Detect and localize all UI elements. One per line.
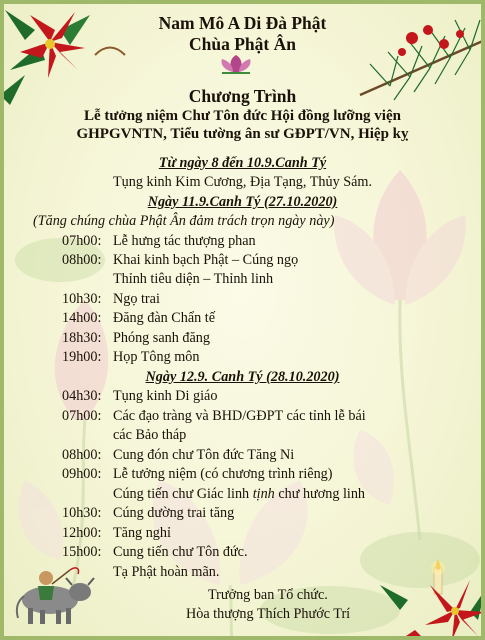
schedule-text: Đăng đàn Chẩn tế — [113, 310, 216, 326]
schedule-time: 10h30: — [62, 505, 102, 521]
schedule-text: Cúng dường trai tăng — [113, 505, 235, 521]
schedule-text: Các đạo tràng và BHD/GĐPT các tỉnh lễ bái — [113, 408, 366, 424]
temple-name: Chùa Phật Ân — [189, 34, 296, 54]
section-1-intro: Tụng kinh Kim Cương, Địa Tạng, Thủy Sám. — [113, 174, 372, 190]
schedule-time: 04h30: — [62, 388, 102, 404]
organizer-name: Hòa thượng Thích Phước Trí — [186, 606, 351, 622]
schedule-text-continued — [113, 486, 365, 503]
section-heading-2: Ngày 11.9.Canh Tý (27.10.2020) — [147, 194, 338, 210]
organizer-title: Trưởng ban Tổ chức. — [208, 587, 328, 603]
schedule-time: 15h00: — [62, 544, 102, 560]
schedule-text: Tụng kinh Di giáo — [113, 388, 218, 404]
schedule-text: Khai kinh bạch Phật – Cúng ngọ — [113, 252, 299, 268]
schedule-text: Phóng sanh đăng — [113, 330, 210, 346]
schedule-text: Họp Tông môn — [113, 349, 200, 365]
schedule-text-continued: Tạ Phật hoàn mãn. — [113, 564, 220, 580]
schedule-time: 09h00: — [62, 466, 102, 482]
schedule-time: 08h00: — [62, 447, 102, 463]
schedule-time: 18h30: — [62, 330, 102, 346]
schedule-text: Cung đón chư Tôn đức Tăng Ni — [113, 447, 295, 463]
schedule-text: Tăng nghỉ — [113, 525, 171, 541]
greeting-title: Nam Mô A Di Đà Phật — [158, 13, 327, 33]
schedule-time: 19h00: — [62, 349, 102, 365]
schedule-time: 07h00: — [62, 233, 102, 249]
section-heading-1: Từ ngày 8 đến 10.9.Canh Tý — [158, 155, 327, 171]
schedule-time: 08h00: — [62, 252, 102, 268]
schedule-text: Lễ tưởng niệm (có chương trình riêng) — [113, 466, 333, 482]
schedule-text-part: Cúng tiến chư Giác linh — [113, 486, 253, 502]
schedule-text: Ngọ trai — [113, 291, 160, 307]
schedule-text-part: chư hương linh — [274, 486, 366, 502]
section-heading-3: Ngày 12.9. Canh Tý (28.10.2020) — [145, 369, 340, 385]
schedule-text-continued: các Bảo tháp — [113, 427, 187, 443]
program-subtitle-line-1: Lễ tưởng niệm Chư Tôn đức Hội đồng lưỡng viện — [84, 108, 401, 124]
program-subtitle-line-2: GHPGVNTN, Tiểu tường ân sư GĐPT/VN, Hiệp kỵ — [76, 126, 409, 142]
frame-border-top — [0, 0, 485, 4]
schedule-time: 10h30: — [62, 291, 102, 307]
schedule-text-italic-word: tịnh — [252, 486, 275, 502]
schedule-text-continued: Thỉnh tiêu diện – Thỉnh linh — [113, 271, 274, 287]
schedule-time: 12h00: — [62, 525, 102, 541]
schedule-text: Lễ hưng tác thượng phan — [113, 233, 256, 249]
section-2-note: (Tăng chúng chùa Phật Ân đảm trách trọn ngày này) — [33, 213, 335, 229]
program-heading: Chương Trình — [188, 86, 297, 106]
frame-border-bottom — [0, 636, 485, 640]
schedule-time: 14h00: — [62, 310, 102, 326]
schedule-time: 07h00: — [62, 408, 102, 424]
schedule-text: Cung tiến chư Tôn đức. — [113, 544, 248, 560]
